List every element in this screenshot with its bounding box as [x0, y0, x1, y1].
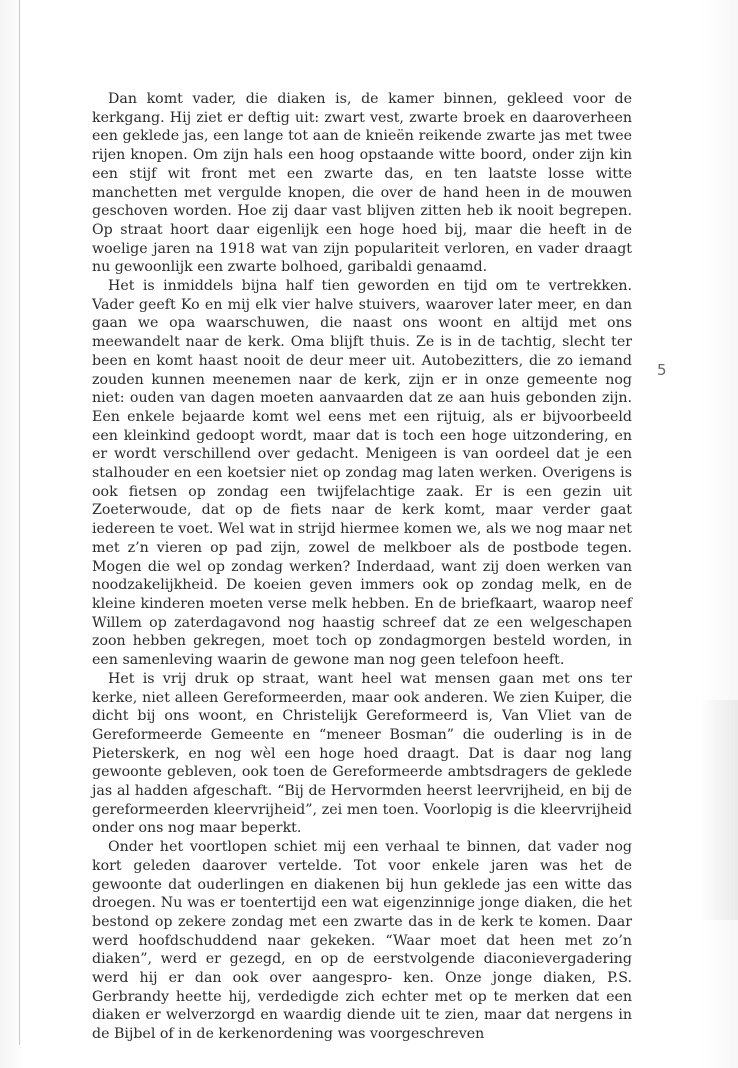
paragraph: Onder het voortlopen schiet mij een verhaal te binnen, dat vader nog kort geleden daarover vertelde. Tot voor enkele jaren was het de gewoonte dat ouderlingen en diakenen bij hun geklede jas een witte das droegen. Nu was er toentertijd een wat eigenzinnige jonge diaken, die het bestond op zekere zondag met een zwarte das in de kerk te komen. Daar werd hoofdschuddend naar gekeken. “Waar moet dat heen met zo’n diaken”, werd er gezegd, en op de eerstvolgende diaconievergadering werd hij er dan ook over aangespro- ken. Onze jonge diaken, P.S. Gerbrandy heette hij, verdedigde zich echter met op te merken dat een diaken er welverzorgd en waardig diende uit te zien, maar dat nergens in de Bijbel of in de kerkenordening was voorgeschreven: [92, 839, 632, 1043]
binding-edge: [19, 0, 20, 1045]
scan-edge-shadow: [700, 700, 738, 920]
paragraph: Het is vrij druk op straat, want heel wat mensen gaan met ons ter kerke, niet alleen Gereformeerden, maar ook anderen. We zien Kuiper, die dicht bij ons woont, en Christelijk Gereformeerd is, Van Vliet van de Gereformeerde Gemeente en “meneer Bosman” die ouderling is in de Pieterskerk, en nog wèl een hoge hoed draagt. Dat is daar nog lang gewoonte gebleven, ook toen de Gereformeerde ambtsdragers de geklede jas al hadden afgeschaft. “Bij de Hervormden heerst leervrijheid, en bij de gereformeerden kleervrijheid”, zei men toen. Voorlopig is die kleervrijheid onder ons nog maar beperkt.: [92, 670, 632, 837]
paragraph: Dan komt vader, die diaken is, de kamer binnen, gekleed voor de kerkgang. Hij ziet er deftig uit: zwart vest, zwarte broek en daaroverheen een geklede jas, een lange tot aan de knieën reikende zwarte jas met twee rijen knopen. Om zijn hals een hoog opstaande witte boord, onder zijn kin een stijf wit front met een zwarte das, en ten laatste losse witte manchetten met vergulde knopen, die over de hand heen in de mouwen geschoven worden. Hoe zij daar vast blijven zitten heb ik nooit begrepen. Op straat hoort daar eigenlijk een hoge hoed bij, maar die heeft in de woelige jaren na 1918 wat van zijn populariteit verloren, en vader draagt nu gewoonlijk een zwarte bolhoed, garibaldi genaamd.: [92, 91, 632, 276]
paragraph: Het is inmiddels bijna half tien geworden en tijd om te vertrekken. Vader geeft Ko en mij elk vier halve stuivers, waarover later meer, en dan gaan we opa waarschuwen, die naast ons woont en altijd met ons meewandelt naar de kerk. Oma blijft thuis. Ze is in de tachtig, slecht ter been en komt haast nooit de deur meer uit. Autobezitters, die zo iemand zouden kunnen meenemen naar de kerk, zijn er in onze gemeente nog niet: ouden van dagen moeten aanvaarden dat ze aan huis gebonden zijn. Een enkele bejaarde komt wel eens met een rijtuig, als er bijvoorbeeld een kleinkind gedoopt wordt, maar dat is toch een hoge uitzondering, en er wordt verschillend over gedacht. Menigeen is van oordeel dat je een stalhouder en een koetsier niet op zondag mag laten werken. Overigens is ook fietsen op zondag een twijfelachtige zaak. Er is een gezin uit Zoeterwoude, dat op de fiets naar de kerk komt, maar verder gaat iedereen te voet. Wel wat in strijd hiermee komen we, als we nog maar net met z’n vieren op pad zijn, zowel de melkboer als de postbode tegen. Mogen die wel op zondag werken? Inderdaad, want zij doen werken van noodzakelijkheid. De koeien geven immers ook op zondag melk, en de kleine kinderen moeten verse melk hebben. En de briefkaart, waarop neef Willem op zaterdagavond nog haastig schreef dat ze een welgeschapen zoon hebben gekregen, moet toch op zondagmorgen besteld worden, in een samenleving waarin de gewone man nog geen telefoon heeft.: [92, 278, 632, 669]
body-text: [92, 90, 632, 1044]
line-number-marker: 5: [657, 361, 667, 379]
